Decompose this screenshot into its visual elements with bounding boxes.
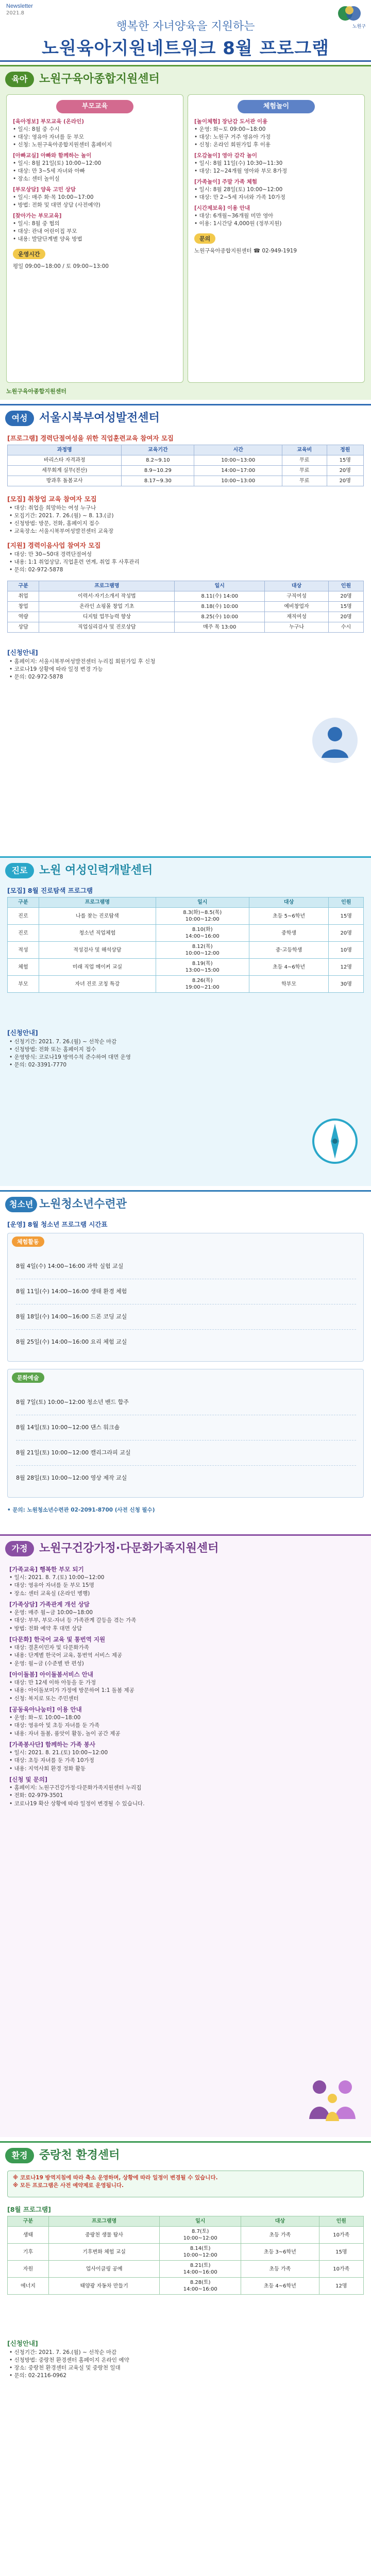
timetable-label: 문화예술 [12,1372,44,1383]
section-header [5,2146,366,2166]
column-header: 일시 [175,581,265,591]
program-list [9,1563,363,1808]
table-row [8,2244,364,2261]
table-cell: 8.17~9.30 [122,476,194,486]
table-cell: 매주 목 13:00 [175,622,265,633]
table-cell: 12명 [319,2278,363,2295]
info-list: • 신청기간: 2021. 7. 26.(월) ~ 선착순 마감 • 신청방법: 전화 또는 홈페이지 접수 • 운영방식: 코로나19 방역수칙 준수하여 대면 운영 • 문의: 02-3391-7770 [9,1039,131,1068]
table-cell: 무료 [282,466,327,476]
table-cell: 15명 [327,455,363,466]
table-row [8,942,364,959]
district-logo-icon [336,3,364,24]
section-badge: 가정 [5,1541,34,1556]
subsection-heading: [운영] 8월 청소년 프로그램 시간표 [7,1221,108,1228]
table-cell: 8.3(화)~8.5(목) 10:00~12:00 [156,908,249,925]
timetable-row: 8월 7일(토) 10:00~12:00 청소년 밴드 합주 [16,1390,356,1415]
header-subtitle: 행복한 자녀양육을 지원하는 [116,20,255,33]
table-cell: 20명 [329,591,364,602]
section-badge: 육아 [5,72,34,87]
section-title: 중랑천 환경센터 [39,2149,120,2162]
program-detail: • 일시: 매주 화·목 10:00~17:00 • 방법: 전화 및 대면 상담 (사전예약) [13,194,100,208]
table-row [8,2227,364,2244]
table-cell: 10가족 [319,2227,363,2244]
job-program-table [7,581,364,633]
table-cell: 방과후 돌봄교사 [8,476,122,486]
table-row [8,455,364,466]
program-title: [신청 및 문의] [9,1776,48,1783]
column-header: 인원 [319,2216,363,2227]
column-header: 구분 [8,581,39,591]
table-row [8,2278,364,2295]
table-cell: 15명 [329,908,364,925]
table-row [8,976,364,993]
program-title: [다문화] 한국어 교육 및 통번역 지원 [9,1636,106,1643]
table-cell: 누구나 [265,622,329,633]
activity-timetable [7,1233,364,1362]
program-detail: • 대상: 결혼이민자 및 다문화가족 • 내용: 단계별 한국어 교육, 통번역 서비스 제공 • 운영: 월~금 (수준별 반 편성) [9,1644,123,1667]
training-course-table [7,445,364,486]
program-detail: • 대상: 만 12세 이하 아동을 둔 가정 • 내용: 아이돌보미가 가정에 방문하여 1:1 돌봄 제공 • 신청: 복지로 또는 주민센터 [9,1679,134,1702]
subsection-heading: [지원] 경력이음사업 참여자 모집 [7,541,101,549]
section-badge: 청소년 [5,1197,37,1212]
table-cell: 중랑천 생물 탐사 [48,2227,159,2244]
table-row [8,466,364,476]
info-list: • 대상: 만 30~50대 경력단절여성 • 내용: 1:1 취업상담, 직업훈련 연계, 취업 후 사후관리 • 문의: 02-972-5878 [9,551,140,573]
program-title: [가족놀이] 주말 가족 체험 [194,179,257,185]
program-title: [찾아가는 부모교육] [13,213,62,219]
hours-badge: 운영시간 [13,249,45,259]
issue-date: 2021.8 [6,10,24,16]
table-cell: 학부모 [249,976,329,993]
section-header [5,1195,366,1215]
table-cell: 8.9~10.29 [122,466,194,476]
info-list: • 대상: 취업을 희망하는 여성 누구나 • 모집기간: 2021. 7. 26.(월) ~ 8. 13.(금) • 신청방법: 방문, 전화, 홈페이지 접수 • 교육장소: 서울시북부여성발전센터 교육장 [9,505,114,534]
environment-program-table [7,2216,364,2295]
table-cell: 기후 [8,2244,49,2261]
table-cell: 10가족 [319,2261,363,2278]
table-cell: 세무회계 실무(전산) [8,466,122,476]
program-item [188,177,364,203]
section-women-center [0,404,371,852]
table-cell: 8.14(토) 10:00~12:00 [160,2244,241,2261]
table-row [8,602,364,612]
table-row [8,622,364,633]
program-detail: • 대상: 6개월~36개월 미만 영아 • 이용: 1시간당 4,000원 (정부지원) [194,213,282,227]
table-cell: 바리스타 자격과정 [8,455,122,466]
table-cell: 역량 [8,612,39,622]
table-cell: 14:00~17:00 [194,466,282,476]
section-header [5,1539,366,1560]
table-cell: 적성 [8,942,39,959]
section-footer: • 문의: 노원청소년수련관 02-2091-8700 (사전 신청 필수) [7,1507,155,1513]
table-cell: 20명 [327,476,363,486]
table-cell: 예비창업자 [265,602,329,612]
table-cell: 8.26(목) 19:00~21:00 [156,976,249,993]
compass-icon [309,1115,361,1167]
table-cell: 진로 [8,908,39,925]
timetable-row: 8월 14일(토) 10:00~12:00 댄스 워크숍 [16,1415,356,1440]
table-cell: 초등 4~6학년 [241,2278,319,2295]
info-list: • 홈페이지: 서울시북부여성발전센터 누리집 회원가입 후 신청 • 코로나19 상황에 따라 일정 변경 가능 • 문의: 02-972-5878 [9,658,156,680]
table-cell: 이력서·자기소개서 작성법 [39,591,175,602]
table-cell: 구직여성 [265,591,329,602]
culture-timetable [7,1369,364,1498]
table-cell: 기후변화 체험 교실 [48,2244,159,2261]
column-header: 일시 [156,897,249,908]
table-cell: 취업 [8,591,39,602]
program-title: [놀이체험] 장난감 도서관 이용 [194,118,268,125]
panel-tag: 체험놀이 [238,100,315,113]
program-title: [공동육아나눔터] 이용 안내 [9,1706,82,1713]
timetable-row: 8월 21일(토) 10:00~12:00 캘리그라피 교실 [16,1440,356,1466]
table-cell: 창업 [8,602,39,612]
program-item [7,116,183,150]
table-cell: 상담 [8,622,39,633]
program-title: [아빠교실] 아빠와 함께하는 놀이 [13,152,92,159]
table-cell: 8.25(수) 10:00 [175,612,265,622]
program-item [7,184,183,211]
table-cell: 8.11(수) 14:00 [175,591,265,602]
table-cell: 20명 [327,466,363,476]
program-title: [가족봉사단] 함께하는 가족 봉사 [9,1741,95,1748]
column-header: 프로그램명 [39,581,175,591]
section-header [5,409,366,429]
table-row [8,476,364,486]
table-cell: 초등 3~6학년 [241,2244,319,2261]
subsection-heading: [8월 프로그램] [7,2206,51,2213]
program-detail: • 운영: 매주 월~금 10:00~18:00 • 대상: 부부, 부모-자녀 등 가족관계 갈등을 겪는 가족 • 방법: 전화 예약 후 대면 상담 [9,1609,137,1632]
panel-tag: 부모교육 [56,100,133,113]
table-cell: 초등 가족 [241,2227,319,2244]
parent-education-panel [6,94,183,383]
table-cell: 수시 [329,622,364,633]
newsletter-header [0,0,371,62]
table-cell: 업사이클링 공예 [48,2261,159,2278]
timetable-row: 8월 28일(토) 10:00~12:00 영상 제작 교실 [16,1475,127,1481]
women-center-emblem-icon [309,715,361,766]
subsection-heading: [프로그램] 경력단절여성을 위한 직업훈련교육 참여자 모집 [7,434,174,442]
hours-value: 평일 09:00~18:00 / 토 09:00~13:00 [13,263,109,269]
section-badge: 환경 [5,2148,34,2163]
program-item [7,211,183,245]
column-header: 과정명 [8,445,122,455]
section-childcare-center [0,65,371,400]
section-footer: 노원구육아종합지원센터 [6,388,66,395]
table-cell: 디지털 업무능력 향상 [39,612,175,622]
subsection-heading: [신청안내] [7,2340,38,2347]
program-detail: • 일시: 8월 28일(토) 10:00~12:00 • 대상: 만 2~5세 자녀와 가족 10가정 [194,187,285,200]
table-cell: 10:00~13:00 [194,476,282,486]
table-row [8,612,364,622]
table-cell: 생태 [8,2227,49,2244]
table-cell: 직업심리검사 및 진로상담 [39,622,175,633]
logo-text: 노원구 [352,24,366,29]
column-header: 인원 [329,581,364,591]
table-cell: 8.12(목) 10:00~12:00 [156,942,249,959]
page-title: 노원육아지원네트워크 8월 프로그램 [42,38,329,59]
section-career-center [0,856,371,1186]
section-family-center [0,1534,371,2137]
table-row [8,2261,364,2278]
section-badge: 진로 [5,863,34,878]
table-cell: 30명 [329,976,364,993]
covid-notice: ※ 코로나19 방역지침에 따라 축소 운영하며, 상황에 따라 일정이 변경될 수 있습니다. ※ 모든 프로그램은 사전 예약제로 운영됩니다. [7,2171,364,2197]
table-cell: 초등 4~6학년 [249,959,329,976]
table-cell: 나를 찾는 진로탐색 [39,908,156,925]
program-title: [아이돌봄] 아이돌봄서비스 안내 [9,1671,93,1678]
program-detail: • 일시: 8월 중 협의 • 대상: 관내 어린이집 부모 • 내용: 발달단계별 양육 방법 [13,221,82,242]
program-title: [가족교육] 행복한 부모 되기 [9,1566,84,1573]
column-header: 프로그램명 [48,2216,159,2227]
subsection-heading: [모집] 취창업 교육 참여자 모집 [7,495,97,503]
section-youth-center [0,1190,371,1530]
column-header: 인원 [329,897,364,908]
program-title: [가족상담] 가족관계 개선 상담 [9,1601,90,1608]
program-title: [오감놀이] 영아 감각 놀이 [194,152,257,159]
program-item [188,116,364,150]
table-cell: 10명 [329,942,364,959]
section-title: 노원 여성인력개발센터 [39,864,153,877]
table-cell: 태양광 자동차 만들기 [48,2278,159,2295]
section-header [5,861,366,882]
table-cell: 재직여성 [265,612,329,622]
timetable-label: 체험활동 [12,1236,44,1247]
timetable-row: 8월 25일(수) 14:00~16:00 요리 체험 교실 [16,1338,127,1345]
program-detail: • 홈페이지: 노원구건강가정·다문화가족지원센터 누리집 • 전화: 02-979-3501 • 코로나19 확산 상황에 따라 일정이 변경될 수 있습니다. [9,1784,145,1807]
timetable-row: 8월 18일(수) 14:00~16:00 드론 코딩 교실 [16,1304,356,1330]
contact-badge: 문의 [194,233,215,244]
column-header: 구분 [8,2216,49,2227]
table-cell: 자원 [8,2261,49,2278]
column-header: 일시 [160,2216,241,2227]
info-list: • 신청기간: 2021. 7. 26.(월) ~ 선착순 마감 • 신청방법: 중랑천 환경센터 홈페이지 온라인 예약 • 장소: 중랑천 환경센터 교육실 및 중랑천 일대 • 문의: 02-2116-0962 [9,2349,129,2379]
subsection-heading: [모집] 8월 진로탐색 프로그램 [7,887,93,894]
table-cell: 8.18(수) 10:00 [175,602,265,612]
section-environment-center [0,2141,371,2576]
table-cell: 자녀 진로 코칭 특강 [39,976,156,993]
program-detail: • 일시: 2021. 8. 7.(토) 10:00~12:00 • 대상: 영유아 자녀를 둔 부모 15명 • 장소: 센터 교육실 (온라인 병행) [9,1574,105,1597]
program-detail: • 일시: 8월 21일(토) 10:00~12:00 • 대상: 만 3~5세 자녀와 아빠 • 장소: 센터 놀이실 [13,160,102,182]
table-cell: 초등 가족 [241,2261,319,2278]
table-cell: 8.19(목) 13:00~15:00 [156,959,249,976]
column-header: 프로그램명 [39,897,156,908]
table-cell: 체험 [8,959,39,976]
section-title: 노원구육아종합지원센터 [39,73,160,86]
column-header: 대상 [265,581,329,591]
table-cell: 20명 [329,925,364,942]
table-cell: 무료 [282,455,327,466]
table-row [8,908,364,925]
hours-text [7,261,183,272]
table-cell: 중학생 [249,925,329,942]
play-experience-panel [188,94,365,383]
program-title: [시간제보육] 이용 안내 [194,205,250,211]
table-cell: 진로 [8,925,39,942]
table-cell: 적성검사 및 해석상담 [39,942,156,959]
table-cell: 8.28(토) 14:00~16:00 [160,2278,241,2295]
program-item [188,150,364,177]
column-header: 구분 [8,897,39,908]
column-header: 교육비 [282,445,327,455]
table-cell: 미래 직업 메이커 교실 [39,959,156,976]
table-cell: 8.10(화) 14:00~16:00 [156,925,249,942]
program-item [188,203,364,229]
program-title: [부모상담] 양육 고민 상담 [13,187,76,193]
program-detail: • 운영: 화~토 10:00~18:00 • 대상: 영유아 및 초등 자녀를 둔 가족 • 내용: 자녀 돌봄, 품앗이 활동, 놀이 공간 제공 [9,1714,121,1737]
table-cell: 무료 [282,476,327,486]
section-title: 노원구건강가정·다문화가족지원센터 [39,1542,219,1555]
program-detail: • 일시: 8월 중 수시 • 대상: 영유아 자녀를 둔 부모 • 신청: 노원구육아종합지원센터 홈페이지 [13,126,112,148]
subsection-heading: [신청안내] [7,1029,38,1037]
contact-value: 노원구육아종합지원센터 ☎ 02-949-1919 [194,248,297,254]
table-cell: 12명 [329,959,364,976]
subsection-heading: [신청안내] [7,649,38,656]
program-title: [육아정보] 부모교육 (온라인) [13,118,85,125]
table-cell: 8.7(토) 10:00~12:00 [160,2227,241,2244]
table-row [8,959,364,976]
program-detail: • 일시: 8월 11일(수) 10:30~11:30 • 대상: 12~24개월 영아와 부모 8가정 [194,160,288,174]
column-header: 대상 [249,897,329,908]
table-cell: 중·고등학생 [249,942,329,959]
section-header [5,70,366,90]
newsletter-label: Newsletter [6,3,33,9]
column-header: 대상 [241,2216,319,2227]
section-title: 서울시북부여성발전센터 [39,412,160,425]
table-cell: 온라인 쇼핑몰 창업 기초 [39,602,175,612]
column-header: 시간 [194,445,282,455]
program-item [7,150,183,184]
program-detail: • 운영: 화~토 09:00~18:00 • 대상: 노원구 거주 영유아 가정 • 신청: 온라인 회원가입 후 이용 [194,126,271,148]
program-detail: • 일시: 2021. 8. 21.(토) 10:00~12:00 • 대상: 초등 자녀를 둔 가족 10가정 • 내용: 지역사회 환경 정화 활동 [9,1749,108,1772]
table-cell: 에너지 [8,2278,49,2295]
contact-text [188,246,364,257]
table-cell: 8.21(토) 14:00~16:00 [160,2261,241,2278]
timetable-row: 8월 11일(수) 14:00~16:00 생태 환경 체험 [16,1279,356,1304]
timetable-row: 8월 4일(수) 14:00~16:00 과학 실험 교실 [16,1254,356,1279]
career-program-table [7,897,364,993]
column-header: 교육기간 [122,445,194,455]
table-cell: 15명 [319,2244,363,2261]
section-badge: 여성 [5,411,34,426]
table-cell: 20명 [329,612,364,622]
table-row [8,591,364,602]
table-cell: 15명 [329,602,364,612]
family-icon [304,2072,361,2123]
table-cell: 8.2~9.10 [122,455,194,466]
table-row [8,925,364,942]
table-cell: 청소년 직업체험 [39,925,156,942]
section-title: 노원청소년수련관 [39,1198,127,1211]
column-header: 정원 [327,445,363,455]
table-cell: 부모 [8,976,39,993]
table-cell: 초등 5~6학년 [249,908,329,925]
table-cell: 10:00~13:00 [194,455,282,466]
